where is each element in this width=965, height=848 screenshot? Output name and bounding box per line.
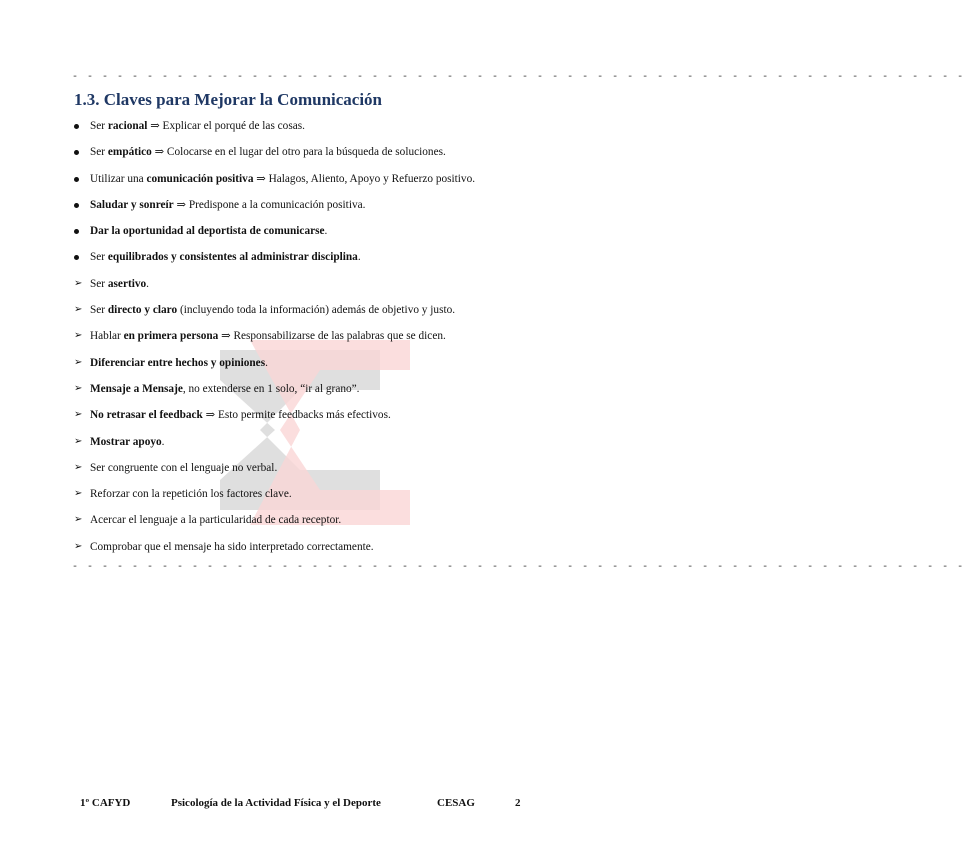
- item-text: .: [161, 435, 165, 448]
- item-text: , no extenderse en 1 solo, “ir al grano”.: [182, 382, 360, 395]
- item-text: ⇒ Halagos, Aliento, Apoyo y Refuerzo positivo.: [253, 172, 476, 185]
- item-emphasis: Saludar y sonreír: [90, 198, 174, 211]
- footer-school: CESAG: [437, 797, 475, 809]
- item-text: ⇒ Colocarse en el lugar del otro para la búsqueda de soluciones.: [151, 146, 446, 159]
- item-emphasis: asertivo: [107, 277, 147, 290]
- arrowhead-bullet-icon: ➢: [74, 356, 83, 368]
- item-emphasis: No retrasar el feedback: [90, 409, 203, 422]
- list-item: [74, 171, 534, 197]
- item-text: Utilizar una: [90, 172, 147, 185]
- list-item: [74, 434, 534, 460]
- item-text: Acercar el lenguaje a la particularidad de cada receptor.: [90, 514, 342, 527]
- list-item: [74, 223, 534, 249]
- item-text: .: [146, 277, 149, 290]
- bullet-dot-icon: [74, 197, 86, 214]
- list-item: [74, 407, 534, 433]
- item-text: ⇒ Responsabilizarse de las palabras que se dicen.: [218, 330, 446, 343]
- item-emphasis: directo y claro: [107, 304, 178, 317]
- item-text: Comprobar que el mensaje ha sido interpretado correctamente.: [90, 540, 374, 553]
- arrowhead-bullet-icon: ➢: [74, 514, 83, 526]
- bullet-dot-icon: [74, 118, 86, 135]
- item-emphasis: racional: [107, 120, 148, 132]
- item-emphasis: Mostrar apoyo: [90, 435, 162, 448]
- item-text: .: [357, 251, 361, 264]
- list-item: [74, 355, 534, 381]
- list-item: [74, 144, 534, 170]
- item-text: Hablar: [90, 330, 124, 343]
- arrowhead-bullet-icon: ➢: [74, 330, 83, 342]
- footer-subject: Psicología de la Actividad Física y el Deporte: [171, 797, 381, 809]
- item-emphasis: comunicación positiva: [146, 172, 254, 185]
- top-separator: - - - - - - - - - - - - - - - - - - - - - - - - - - - - - - - - - - - - - - - - - - - - - - - - - - - - - - - - - - - -: [72, 72, 965, 83]
- bullet-dot-icon: [74, 249, 86, 266]
- bottom-separator: - - - - - - - - - - - - - - - - - - - - - - - - - - - - - - - - - - - - - - - - - - - - - - - - - - - - - - - - - - - -: [72, 562, 965, 573]
- list-item: [74, 249, 534, 275]
- list-item: [74, 197, 534, 223]
- arrowhead-bullet-icon: ➢: [74, 435, 83, 447]
- list-item: [74, 512, 534, 538]
- arrowhead-bullet-icon: ➢: [74, 461, 83, 473]
- item-text: .: [324, 225, 328, 238]
- bullet-dot-icon: [74, 171, 86, 188]
- item-text: ⇒ Predispone a la comunicación positiva.: [173, 198, 366, 211]
- list-item: [74, 118, 534, 144]
- arrowhead-bullet-icon: ➢: [74, 382, 83, 394]
- item-text: Ser congruente con el lenguaje no verbal.: [90, 461, 278, 474]
- list-item: [74, 328, 534, 354]
- item-text: Reforzar con la repetición los factores clave.: [90, 488, 292, 501]
- item-text: Ser: [90, 304, 108, 317]
- item-text: .: [265, 356, 268, 369]
- item-text: Ser: [90, 277, 108, 290]
- footer-page-number: 2: [515, 797, 521, 809]
- item-text: ⇒ Esto permite feedbacks más efectivos.: [202, 409, 391, 422]
- bullet-dot-icon: [74, 223, 86, 240]
- list-item: [74, 302, 534, 328]
- bullet-dot-icon: [74, 144, 86, 161]
- arrowhead-bullet-icon: ➢: [74, 304, 83, 316]
- footer-course: 1º CAFYD: [80, 797, 131, 809]
- item-text: (incluyendo toda la información) además de objetivo y justo.: [177, 304, 456, 317]
- list-item: [74, 276, 534, 302]
- arrowhead-bullet-icon: ➢: [74, 277, 83, 289]
- item-text: Ser: [90, 146, 108, 159]
- key-points-list: [74, 118, 534, 565]
- arrowhead-bullet-icon: ➢: [74, 540, 83, 552]
- item-emphasis: Dar la oportunidad al deportista de comunicarse: [90, 225, 325, 238]
- item-emphasis: en primera persona: [123, 330, 219, 343]
- section-title: 1.3. Claves para Mejorar la Comunicación: [74, 90, 383, 109]
- arrowhead-bullet-icon: ➢: [74, 409, 83, 421]
- item-text: Ser: [90, 120, 108, 132]
- item-emphasis: equilibrados y consistentes al administrar disciplina: [107, 251, 358, 264]
- list-item: [74, 486, 534, 512]
- arrowhead-bullet-icon: ➢: [74, 488, 83, 500]
- list-item: [74, 460, 534, 486]
- item-text: Ser: [90, 251, 108, 264]
- item-emphasis: empático: [107, 146, 152, 159]
- item-text: ⇒ Explicar el porqué de las cosas.: [147, 120, 305, 132]
- item-emphasis: Mensaje a Mensaje: [90, 382, 183, 395]
- list-item: [74, 381, 534, 407]
- item-emphasis: Diferenciar entre hechos y opiniones: [90, 356, 266, 369]
